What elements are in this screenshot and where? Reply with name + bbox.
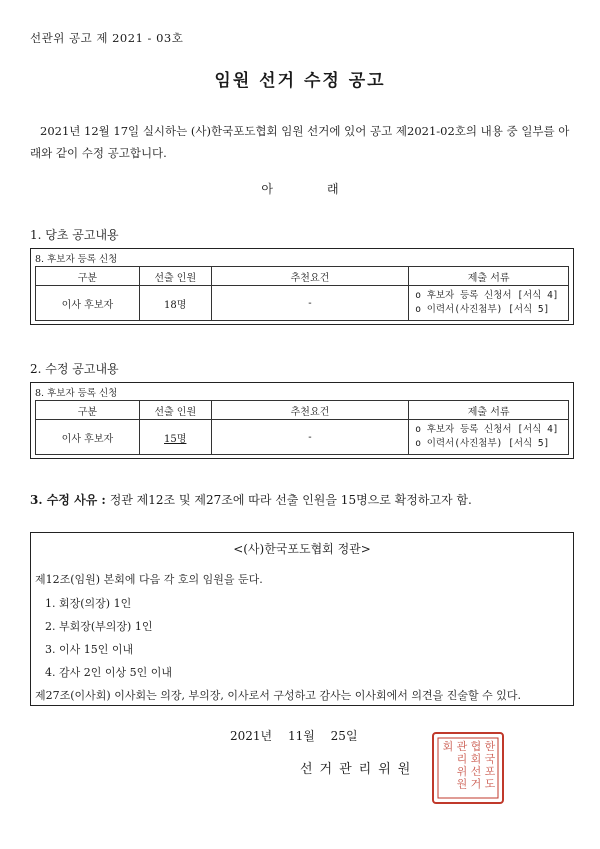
- box-label: 8. 후보자 등록 신청: [35, 254, 118, 265]
- cell-requirement: -: [211, 286, 409, 321]
- seal-glyph: 리: [456, 752, 468, 766]
- seal-glyph: 협: [470, 740, 482, 753]
- header-category: 구분: [36, 267, 140, 286]
- header-category: 구분: [36, 401, 140, 420]
- reason-text: 정관 제12조 및 제27조에 따라 선출 인원을 15명으로 확정하고자 함.: [109, 493, 472, 507]
- header-docs: 제출 서류: [409, 267, 569, 286]
- cell-docs: [409, 420, 569, 455]
- article-27-text: 이사회는 의장, 부의장, 이사로서 구성하고 감사는 이사회에서 의견을 진술할 수 있다.: [110, 689, 521, 702]
- cell-requirement: -: [211, 420, 409, 455]
- seal-glyph: 위: [456, 765, 468, 778]
- box-label: 8. 후보자 등록 신청: [35, 388, 118, 399]
- doc-item: o 이력서(사진첨부) [서식 5]: [415, 304, 550, 315]
- seal-glyph: 포: [484, 765, 496, 778]
- header-requirement: 추천요건: [211, 267, 409, 286]
- revised-count: 15명: [164, 433, 187, 445]
- section-revised-box: [30, 382, 574, 459]
- below-heading-char-2: 래: [327, 182, 339, 196]
- seal-glyph: 한: [484, 740, 496, 753]
- bylaw-item: 1. 회장(의장) 1인: [45, 597, 132, 610]
- date-year: 2021년: [230, 729, 273, 743]
- seal-glyphs: [443, 739, 496, 791]
- article-27: [35, 687, 521, 703]
- bylaw-item: 3. 이사 15인 이내: [45, 643, 134, 656]
- doc-item: o 이력서(사진첨부) [서식 5]: [415, 438, 550, 449]
- section-original-box: [30, 248, 574, 325]
- seal-glyph: 국: [484, 752, 496, 766]
- revision-reason: [30, 491, 472, 508]
- cell-count: [139, 420, 211, 455]
- section-original-title: 1. 당초 공고내용: [30, 228, 119, 242]
- table-row: [36, 286, 569, 321]
- official-seal: [430, 730, 506, 806]
- issue-date: [230, 727, 370, 744]
- bylaw-title: <(사)한국포도협회 정관>: [233, 542, 371, 556]
- bylaw-item: 4. 감사 2인 이상 5인 이내: [45, 666, 172, 679]
- bylaw-excerpt: [30, 532, 574, 706]
- original-table: [35, 266, 569, 321]
- revised-table: [35, 400, 569, 455]
- bylaw-item: 2. 부회장(부의장) 1인: [45, 620, 153, 633]
- article-12: [35, 571, 263, 587]
- header-count: 선출 인원: [139, 267, 211, 286]
- table-row: [36, 420, 569, 455]
- cell-docs: [409, 286, 569, 321]
- seal-glyph: 원: [456, 777, 468, 791]
- header-requirement: 추천요건: [211, 401, 409, 420]
- below-heading: [0, 180, 600, 197]
- date-month: 11월: [287, 729, 315, 743]
- intro-paragraph: 2021년 12월 17일 실시하는 (사)한국포도협회 임원 선거에 있어 공고 제2021-02호의 내용 중 일부를 아래와 같이 수정 공고합니다.: [30, 124, 570, 160]
- document-number: 선관위 공고 제 2021 - 03호: [30, 31, 184, 45]
- below-heading-char-1: 아: [261, 182, 273, 196]
- date-day: 25일: [330, 729, 358, 743]
- section-revised-title: 2. 수정 공고내용: [30, 362, 119, 376]
- seal-glyph: 선: [470, 765, 482, 778]
- cell-category: 이사 후보자: [36, 420, 140, 455]
- article-27-head: 제27조(이사회): [35, 689, 111, 702]
- doc-item: o 후보자 등록 신청서 [서식 4]: [415, 424, 559, 435]
- header-docs: 제출 서류: [409, 401, 569, 420]
- doc-item: o 후보자 등록 신청서 [서식 4]: [415, 290, 559, 301]
- seal-glyph: 관: [456, 740, 468, 753]
- cell-category: 이사 후보자: [36, 286, 140, 321]
- seal-glyph: 회: [470, 752, 482, 766]
- seal-glyph: 도: [484, 777, 496, 791]
- cell-count: 18명: [139, 286, 211, 321]
- article-12-head: 제12조(임원): [35, 573, 101, 586]
- committee-name: 선거관리위원: [300, 762, 418, 777]
- seal-glyph: 회: [442, 740, 454, 753]
- seal-glyph: 거: [470, 777, 482, 791]
- header-count: 선출 인원: [139, 401, 211, 420]
- page-title: 임원 선거 수정 공고: [214, 71, 386, 91]
- reason-label: 3. 수정 사유 :: [30, 493, 106, 507]
- article-12-text: 본회에 다음 각 호의 임원을 둔다.: [100, 573, 263, 586]
